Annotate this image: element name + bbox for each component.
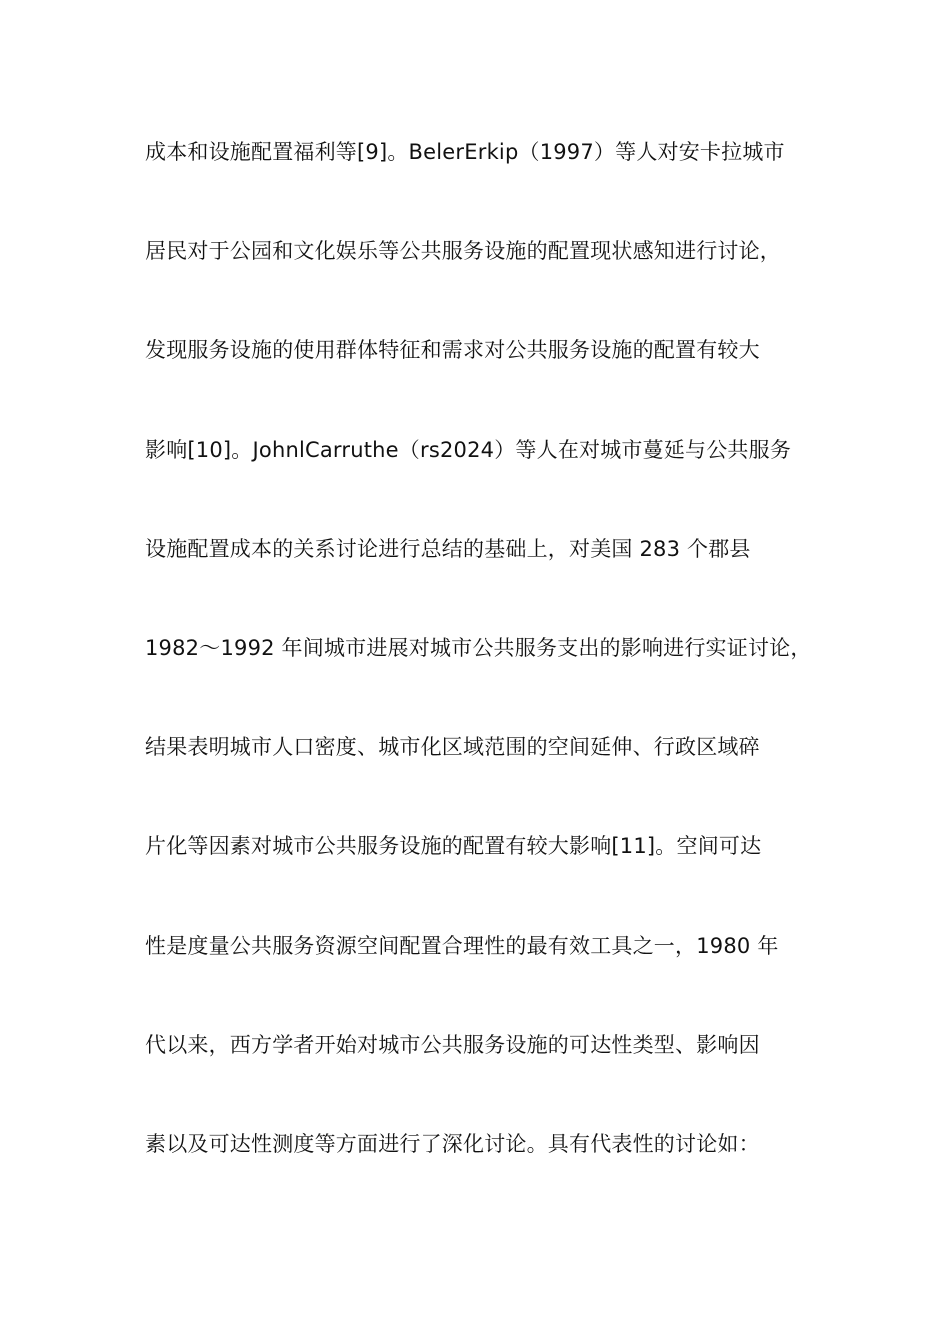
- text-line: 代以来，西方学者开始对城市公共服务设施的可达性类型、影响因: [145, 1032, 760, 1057]
- text-line: 成本和设施配置福利等[9]。BelerErkip（1997）等人对安卡拉城市: [145, 140, 785, 164]
- text-line: 1982～1992 年间城市进展对城市公共服务支出的影响进行实证讨论，: [145, 635, 812, 660]
- text-line: 结果表明城市人口密度、城市化区域范围的空间延伸、行政区域碎: [145, 735, 760, 760]
- text-line: 影响[10]。JohnlCarruthe（rs2024）等人在对城市蔓延与公共服务: [145, 437, 792, 462]
- text-line: 性是度量公共服务资源空间配置合理性的最有效工具之一，1980 年: [145, 933, 779, 958]
- text-line: 发现服务设施的使用群体特征和需求对公共服务设施的配置有较大: [145, 338, 760, 363]
- text-line: 居民对于公园和文化娱乐等公共服务设施的配置现状感知进行讨论，: [145, 239, 781, 264]
- text-line: 设施配置成本的关系讨论进行总结的基础上，对美国 283 个郡县: [145, 536, 751, 561]
- text-line: 素以及可达性测度等方面进行了深化讨论。具有代表性的讨论如：: [145, 1131, 760, 1156]
- body-paragraph: [145, 130, 845, 1221]
- text-line: 片化等因素对城市公共服务设施的配置有较大影响[11]。空间可达: [145, 834, 762, 859]
